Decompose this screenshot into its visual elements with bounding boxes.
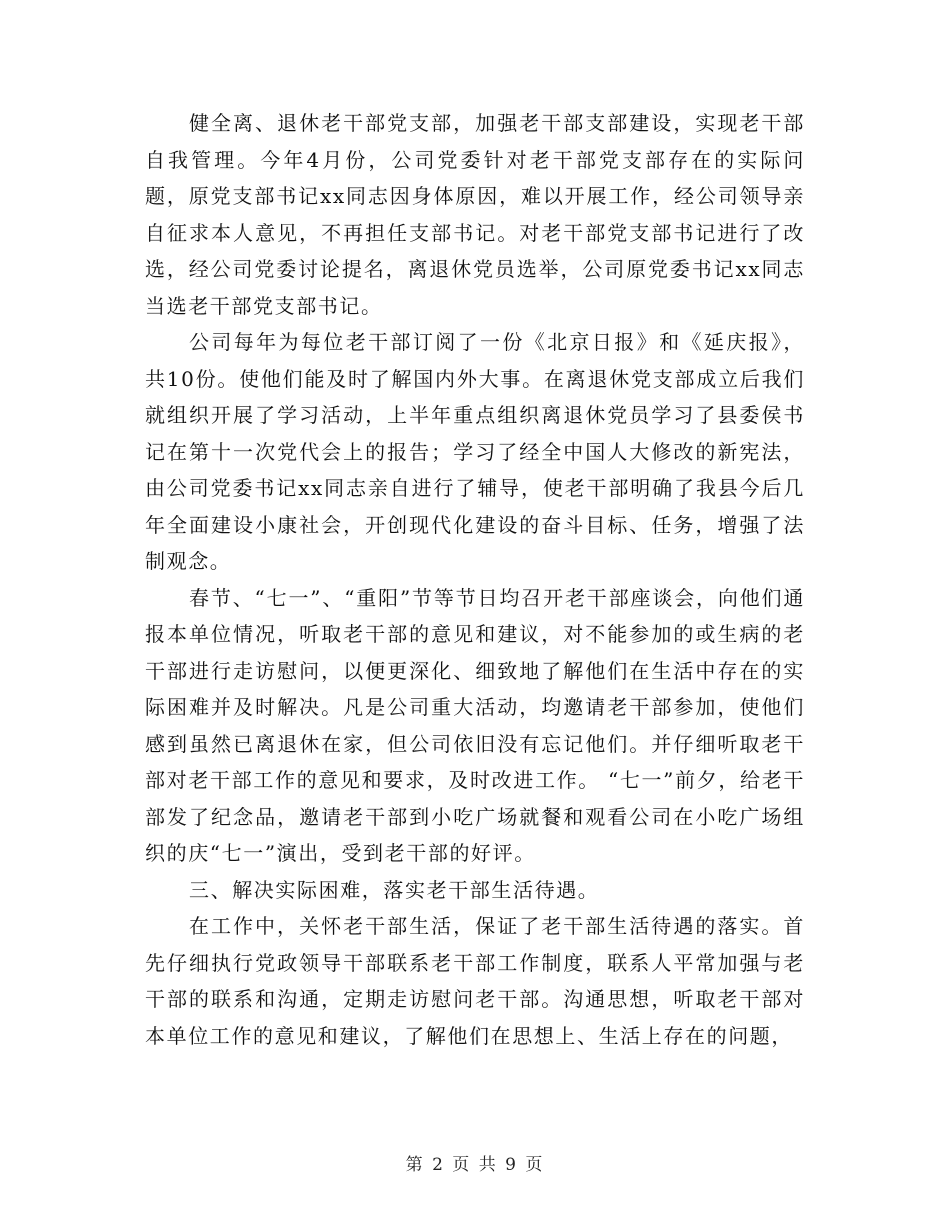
page-number-footer: 第 2 页 共 9 页 xyxy=(405,1155,545,1175)
paragraph-holiday-meetings: 春节、“七一”、“重阳”节等节日均召开老干部座谈会，向他们通报本单位情况，听取老干部的意见和建议，对不能参加的或生病的老干部进行走访慰问，以便更深化、细致地了解他们在生活中存在的实际困难并及时解决。凡是公司重大活动，均邀请老干部参加，使他们感到虽然已离退休在家，但公司依旧没有忘记他们。并仔细听取老干部对老干部工作的意见和要求，及时改进工作。 “七一”前夕，给老干部发了纪念品，邀请老干部到小吃广场就餐和观看公司在小吃广场组织的庆“七一”演出，受到老干部的好评。 xyxy=(145,585,805,865)
paragraph-party-branch: 健全离、退休老干部党支部，加强老干部支部建设，实现老干部自我管理。今年4月份，公司党委针对老干部党支部存在的实际问题，原党支部书记xx同志因身体原因，难以开展工作，经公司领导亲自征求本人意见，不再担任支部书记。对老干部党支部书记进行了改选，经公司党委讨论提名，离退休党员选举，公司原党委书记xx同志当选老干部党支部书记。 xyxy=(145,111,805,318)
paragraph-living-treatment: 在工作中，关怀老干部生活，保证了老干部生活待遇的落实。首先仔细执行党政领导干部联系老干部工作制度，联系人平常加强与老干部的联系和沟通，定期走访慰问老干部。沟通思想，听取老干部对本单位工作的意见和建议，了解他们在思想上、生活上存在的问题， xyxy=(145,914,805,1048)
paragraph-newspapers-study: 公司每年为每位老干部订阅了一份《北京日报》和《延庆报》，共10份。使他们能及时了解国内外大事。在离退休党支部成立后我们就组织开展了学习活动，上半年重点组织离退休党员学习了县委侯书记在第十一次党代会上的报告；学习了经全中国人大修改的新宪法，由公司党委书记xx同志亲自进行了辅导，使老干部明确了我县今后几年全面建设小康社会，开创现代化建设的奋斗目标、任务，增强了法制观念。 xyxy=(145,330,805,573)
section-heading: 三、解决实际困难，落实老干部生活待遇。 xyxy=(189,877,600,902)
document-body xyxy=(145,105,805,1054)
